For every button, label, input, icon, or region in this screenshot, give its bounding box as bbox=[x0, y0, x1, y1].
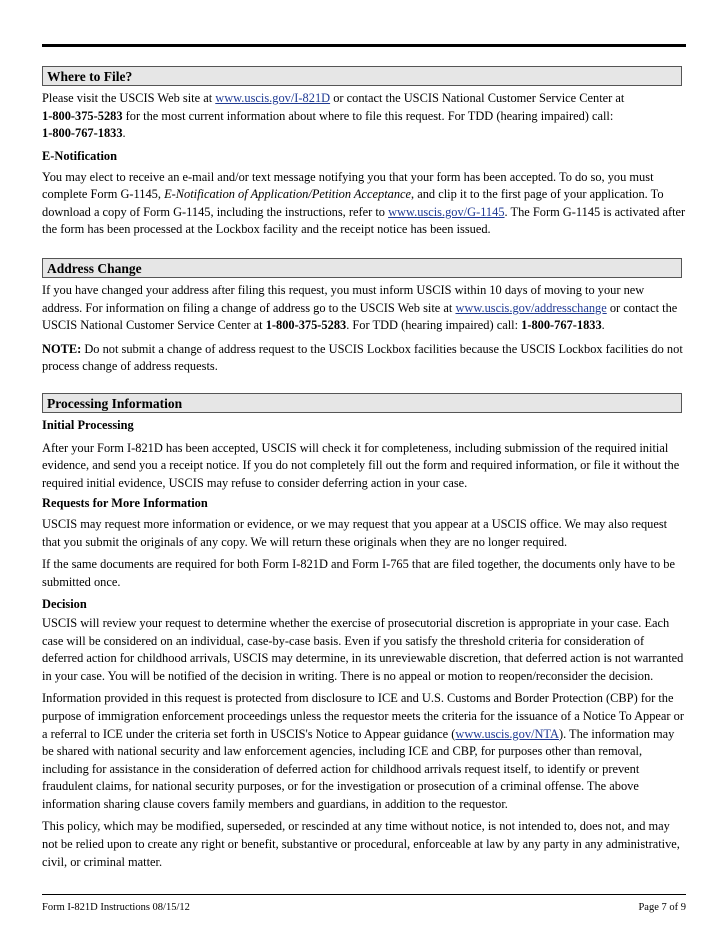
footer-page-number: Page 7 of 9 bbox=[638, 902, 686, 913]
policy-text: This policy, which may be modified, superseded, or rescinded at any time without notice, is not intended to, does not, and may not be relied upon to create any right or benefit, substantive or procedural, enforceable at law by any party in any administrative, civil, or criminal matter. bbox=[42, 819, 680, 869]
section-header-address-change: Address Change bbox=[42, 258, 682, 278]
e-notification-block: E-Notification You may elect to receive an e-mail and/or text message notifying you that your form has been accepted. To do so, you must complete Form G-1145, E-Notification of Application/Petition Acceptance, and clip it to the first page of your application. To download a copy of Form G-1145, including the instructions, refer to www.uscis.gov/G-1145. The Form G-1145 is activated after the form has been processed at the Lockbox facility and the receipt notice has been issued. bbox=[42, 149, 686, 237]
uscis-g1145-link[interactable]: www.uscis.gov/G-1145 bbox=[388, 204, 505, 219]
uscis-i821d-link[interactable]: www.uscis.gov/I-821D bbox=[215, 91, 331, 105]
address-change-text: If you have changed your address after filing this request, you must inform USCIS within 10 days of moving to your new address. For information on filing a change of address go to the USCIS Web site at www.uscis.gov/addresschange or contact the USCIS National Customer Service Center at 1-800-375-5283. For TDD (hearing impaired) call: 1-800-767-1833. NOTE: Do not submit a change of address request to the USCIS Lockbox facilities because the USCIS Lockbox facilities do not process change of address requests. bbox=[42, 283, 683, 374]
note-label: NOTE: bbox=[42, 341, 82, 356]
document-page bbox=[42, 0, 686, 943]
decision-text: USCIS will review your request to determine whether the exercise of prosecutorial discretion is appropriate in your case. Each case will be considered on an individual, case-by-case basis. Even if you satisfy the threshold criteria for consideration of deferred action for childhood arrivals, USCIS may determine, in its unreviewable discretion, that deferred action is not warranted in your case. You will be notified of the decision in writing. There is no appeal or motion to reopen/reconsider the decision. bbox=[42, 615, 684, 683]
initial-processing-text: After your Form I-821D has been accepted, USCIS will check it for completeness, including submission of the required initial evidence, and send you a receipt notice. If you do not completely fill out the form and required information, or file it without the required initial evidence, USCIS may refuse to consider deferring action in your case. bbox=[42, 440, 680, 490]
rfi-text: USCIS may request more information or evidence, or we may request that you appear at a USCIS office. We may also request that you submit the originals of any copy. We will return these originals when they are no longer required. bbox=[42, 516, 668, 549]
info-disclosure-text: Information provided in this request is protected from disclosure to ICE and U.S. Customs and Border Protection (CBP) for the purpose of immigration enforcement proceedings unless the requestor meets the criteria for the issuance of a Notice To Appear or a referral to ICE under the criteria set forth in USCIS's Notice to Appear guidance (www.uscis.gov/NTA). The information may be shared with national security and law enforcement agencies, including ICE and CBP, for purposes other than removal, including for assistance in the consideration of deferred action for childhood arrivals request itself, to identify or prevent fraudulent claims, for national security purposes, or for the investigation or prosecution of a criminal offense. The above information sharing clause covers family members and guardians, in addition to the requestor. bbox=[42, 691, 684, 811]
e-notification-heading: E-Notification bbox=[42, 149, 118, 163]
same-docs-text: If the same documents are required for both Form I-821D and Form I-765 that are filed together, the documents only have to be submitted once. bbox=[42, 557, 675, 589]
section-header-processing: Processing Information bbox=[42, 393, 682, 413]
rfi-heading: Requests for More Information bbox=[42, 496, 208, 511]
footer-form-id: Form I-821D Instructions 08/15/12 bbox=[42, 902, 190, 913]
footer-rule bbox=[42, 894, 686, 895]
decision-heading: Decision bbox=[42, 597, 87, 612]
section-header-where-to-file: Where to File? bbox=[42, 66, 682, 86]
initial-processing-heading: Initial Processing bbox=[42, 418, 134, 432]
uscis-addresschange-link[interactable]: www.uscis.gov/addresschange bbox=[455, 300, 607, 315]
where-to-file-text: Please visit the USCIS Web site at www.uscis.gov/I-821D or contact the USCIS National Customer Service Center at 1-800-375-5283 for the most current information about where to file this request. For TDD (hearing impaired) call: 1-800-767-1833. bbox=[42, 91, 625, 141]
top-rule bbox=[42, 44, 686, 47]
uscis-nta-link[interactable]: www.uscis.gov/NTA bbox=[455, 726, 559, 741]
processing-block bbox=[42, 417, 686, 871]
